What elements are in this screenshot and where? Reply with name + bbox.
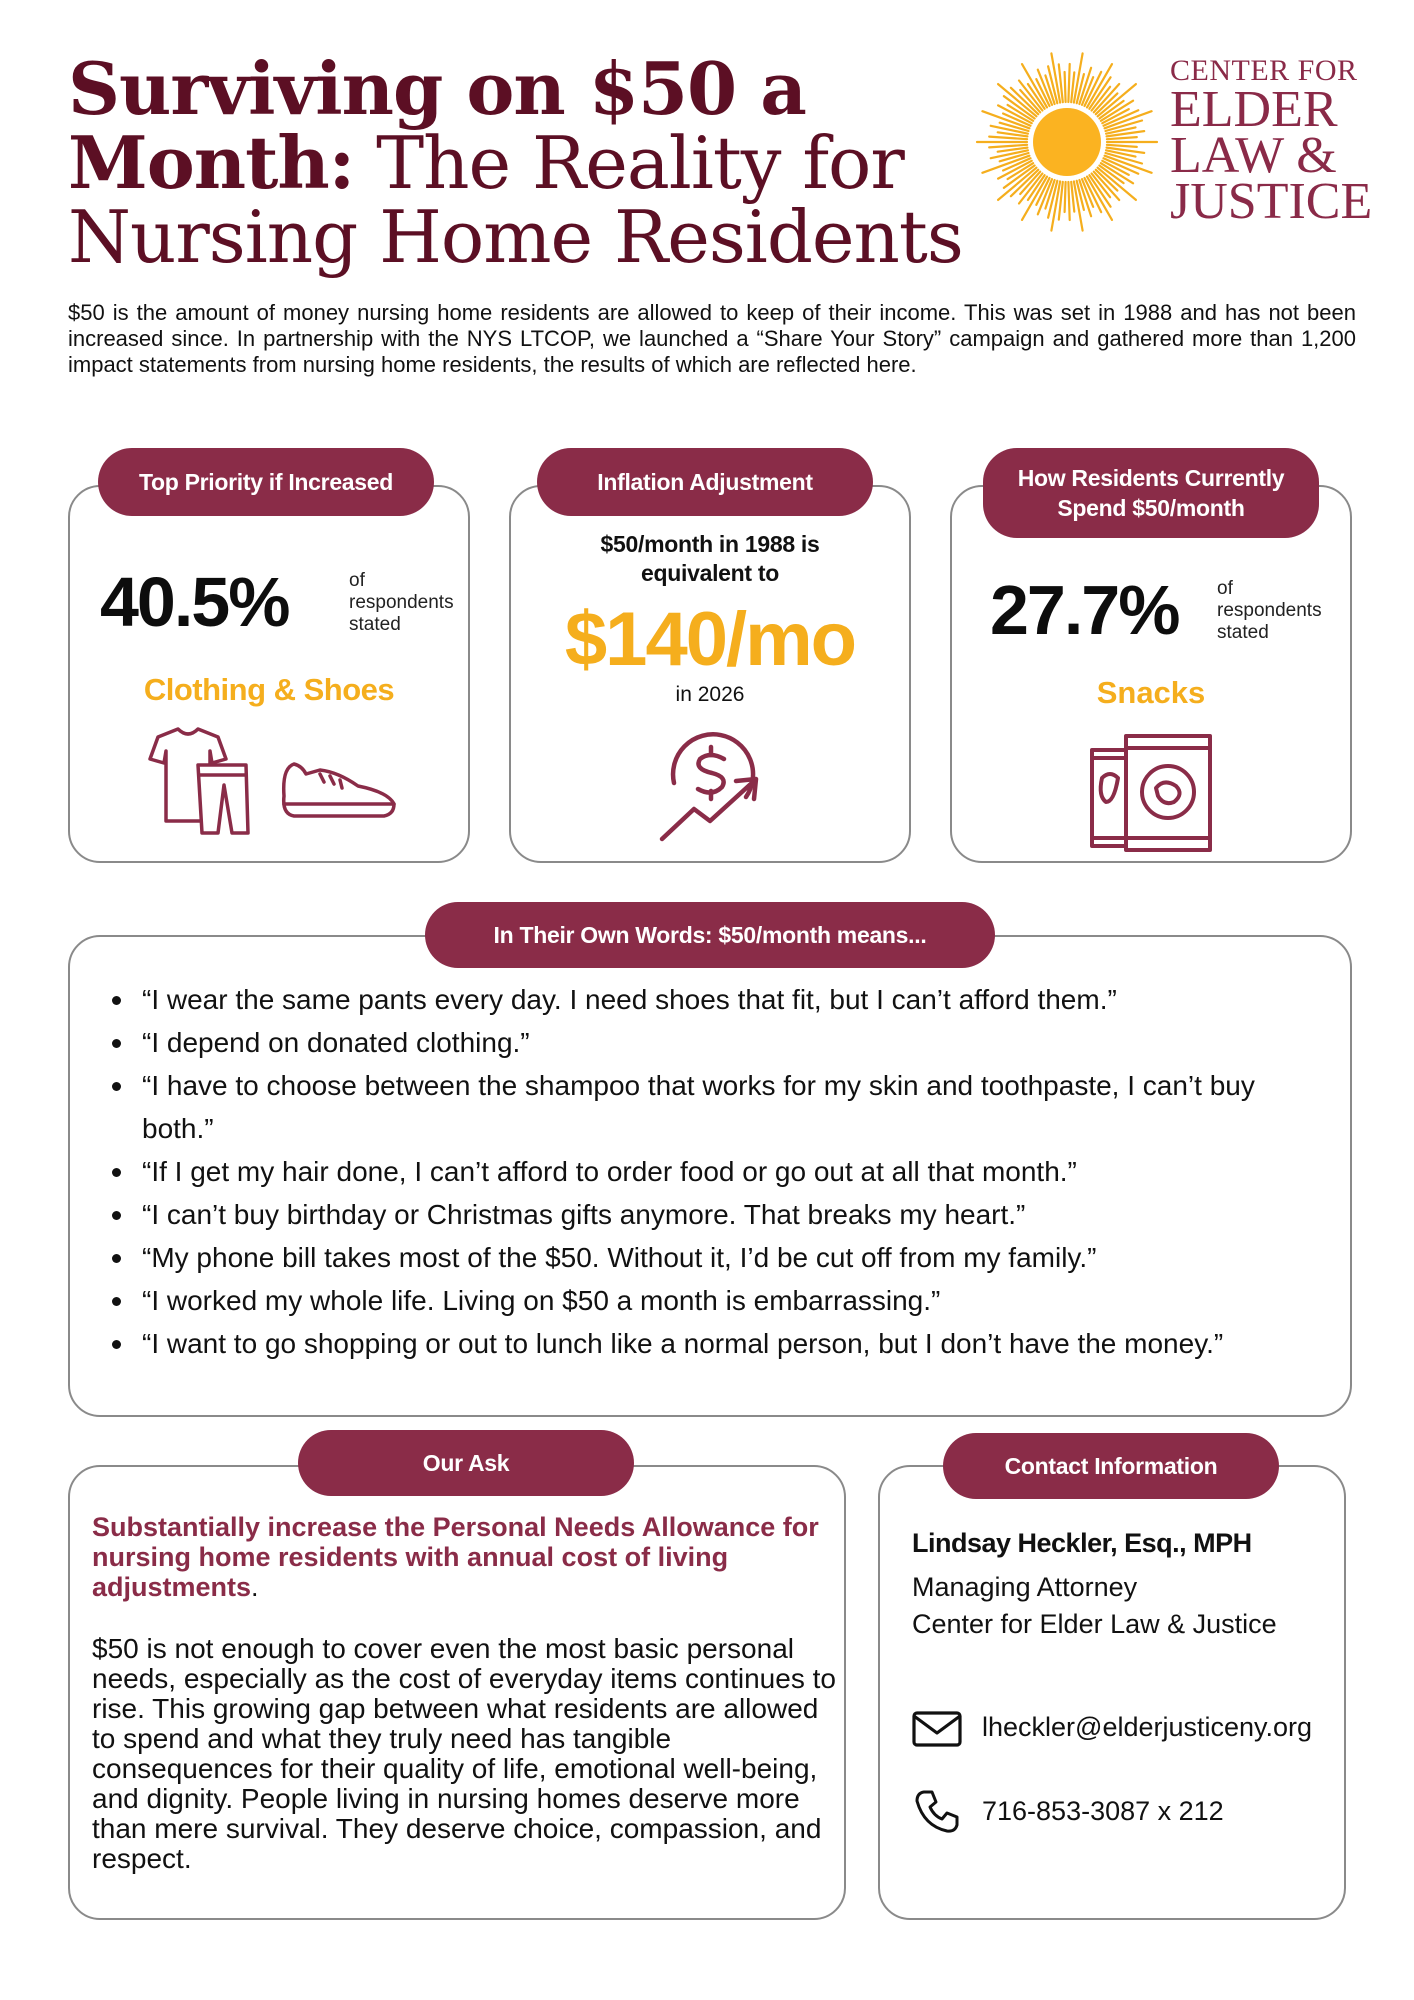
- priority-stated: stated: [349, 614, 401, 635]
- inflation-value: $140/mo: [564, 597, 856, 682]
- spending-of: of: [1217, 578, 1233, 599]
- spending-label-line-2: Spend $50/month: [1057, 495, 1245, 521]
- snacks-icon: [1086, 730, 1216, 854]
- title-regular: The Reality for Nursing Home Residents: [68, 121, 963, 279]
- clothing-icon: [140, 725, 260, 837]
- sun-ray: [1107, 137, 1137, 139]
- quotes-label: In Their Own Words: $50/month means...: [425, 902, 995, 968]
- inflation-line-2: equivalent to: [641, 560, 779, 586]
- shoe-icon: [276, 752, 402, 824]
- contact-email[interactable]: lheckler@elderjusticeny.org: [982, 1712, 1313, 1742]
- contact-org: Center for Elder Law & Justice: [912, 1609, 1277, 1639]
- inflation-label: Inflation Adjustment: [537, 448, 873, 516]
- quote-item: “I depend on donated clothing.”: [100, 1021, 1330, 1064]
- quotes-list: [100, 978, 1330, 1365]
- ask-headline: [92, 1512, 842, 1602]
- quote-item: “My phone bill takes most of the $50. Without it, I’d be cut off from my family.”: [100, 1236, 1330, 1279]
- quote-item: “If I get my hair done, I can’t afford to order food or go out at all that month.”: [100, 1150, 1330, 1193]
- mail-icon: [912, 1711, 962, 1747]
- quote-item: “I have to choose between the shampoo that works for my skin and toothpaste, I can’t buy both.”: [100, 1064, 1330, 1150]
- spending-stated: stated: [1217, 622, 1269, 643]
- contact-label: Contact Information: [943, 1433, 1279, 1499]
- spending-of-text: [1217, 578, 1322, 644]
- logo-line-1: CENTER FOR: [1170, 54, 1358, 87]
- contact-title: Managing Attorney: [912, 1572, 1138, 1602]
- logo-wordmark: [1170, 54, 1373, 230]
- priority-of-text: [349, 570, 454, 636]
- sun-ray: [1107, 145, 1137, 147]
- quote-item: “I can’t buy birthday or Christmas gifts anymore. That breaks my heart.”: [100, 1193, 1330, 1236]
- logo-line-3: LAW &: [1170, 127, 1337, 184]
- intro-paragraph: $50 is the amount of money nursing home residents are allowed to keep of their income. This was set in 1988 and has not been increased since. In partnership with the NYS LTCOP, we launched a “Share Your Story” campaign and gathered more than 1,200 impact statements from nursing home residents, the results of which are reflected here.: [68, 300, 1356, 377]
- spending-percent: 27.7%: [990, 571, 1179, 649]
- logo-line-4: JUSTICE: [1170, 173, 1373, 230]
- contact-phone[interactable]: 716-853-3087 x 212: [982, 1796, 1224, 1826]
- inflation-text: [509, 530, 911, 588]
- dollar-growth-icon: [654, 725, 776, 847]
- phone-icon: [914, 1788, 960, 1834]
- sun-ray: [1065, 72, 1066, 102]
- page-title: [68, 46, 968, 279]
- spending-label-line-1: How Residents Currently: [1017, 465, 1285, 491]
- priority-item: Clothing & Shoes: [143, 672, 395, 707]
- inflation-year: in 2026: [675, 683, 745, 706]
- ask-body: $50 is not enough to cover even the most basic personal needs, especially as the cost of everyday items continues to rise. This growing gap between what residents are allowed to spend and what they truly need has tangible consequences for their quality of life, emotional well-being, and dignity. People living in nursing homes deserve more than mere survival. They deserve choice, compassion, and respect.: [92, 1633, 836, 1874]
- title-bold: Surviving on $50 a Month:: [68, 46, 806, 205]
- inflation-line-1: $50/month in 1988 is: [600, 531, 820, 557]
- ask-headline-text: Substantially increase the Personal Needs Allowance for nursing home residents with annual cost of living adjustments: [92, 1512, 819, 1602]
- priority-of: of: [349, 570, 365, 591]
- sun-ray: [989, 137, 1027, 140]
- spending-label: [983, 448, 1319, 538]
- ask-label: Our Ask: [298, 1430, 634, 1496]
- priority-respondents: respondents: [349, 592, 454, 613]
- logo-line-2: ELDER: [1170, 81, 1338, 138]
- sun-ray: [1068, 182, 1069, 220]
- ask-headline-end: .: [251, 1572, 259, 1602]
- quote-item: “I want to go shopping or out to lunch like a normal person, but I don’t have the money.”: [100, 1322, 1330, 1365]
- sun-ray: [1068, 64, 1069, 102]
- quote-item: “I worked my whole life. Living on $50 a month is embarrassing.”: [100, 1279, 1330, 1322]
- sun-ray: [989, 145, 1027, 148]
- priority-percent: 40.5%: [100, 563, 289, 641]
- spending-respondents: respondents: [1217, 600, 1322, 621]
- quote-item: “I wear the same pants every day. I need shoes that fit, but I can’t afford them.”: [100, 978, 1330, 1021]
- contact-name: Lindsay Heckler, Esq., MPH: [912, 1528, 1252, 1558]
- priority-label: Top Priority if Increased: [98, 448, 434, 516]
- spending-item: Snacks: [1096, 675, 1206, 710]
- sun-ray: [1065, 182, 1066, 212]
